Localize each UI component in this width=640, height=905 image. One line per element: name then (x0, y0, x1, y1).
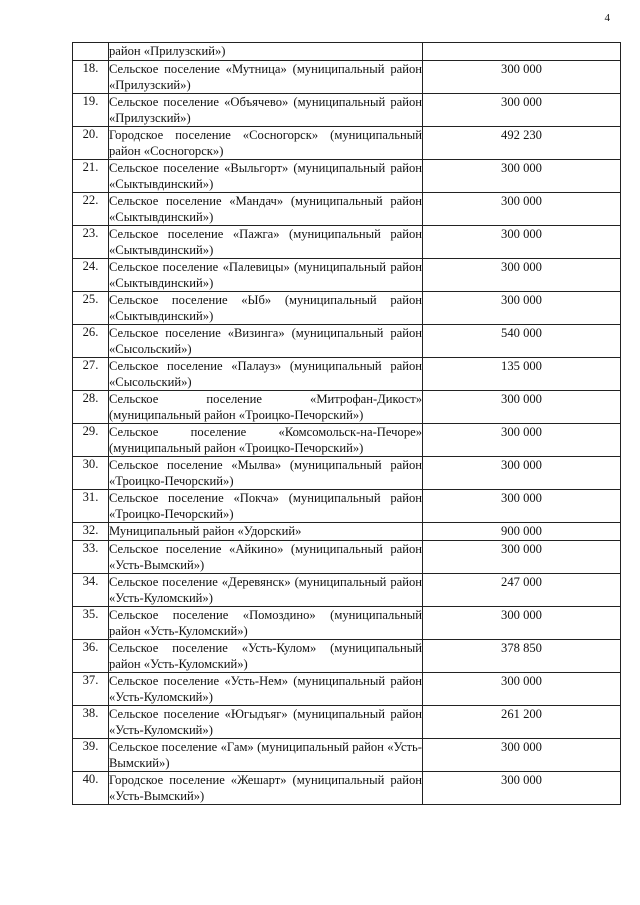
row-name-cell: Сельское поселение «Гам» (муниципальный район «Усть-Вымский») (109, 740, 422, 770)
table-row (73, 607, 621, 640)
table-row (73, 259, 621, 292)
row-amount-cell (423, 43, 621, 61)
row-number-cell: 28. (73, 391, 109, 424)
row-name-cell: Сельское поселение «Митрофан-Дикост» (муниципальный район «Троицко-Печорский») (109, 392, 422, 422)
row-amount-cell: 247 000 (423, 574, 621, 607)
row-name-cell: Сельское поселение «Усть-Кулом» (муниципальный район «Усть-Куломский») (109, 641, 422, 671)
row-number-cell: 26. (73, 325, 109, 358)
row-number-cell: 24. (73, 259, 109, 292)
row-name-cell: Сельское поселение «Выльгорт» (муниципальный район «Сыктывдинский») (109, 161, 422, 191)
table-row (73, 358, 621, 391)
table-row (73, 673, 621, 706)
row-number-cell: 39. (73, 739, 109, 772)
row-amount-cell: 378 850 (423, 640, 621, 673)
row-amount-cell: 135 000 (423, 358, 621, 391)
table-row (73, 292, 621, 325)
row-number-cell: 21. (73, 160, 109, 193)
allocation-table (72, 42, 621, 805)
table-row (73, 490, 621, 523)
row-amount-cell: 300 000 (423, 490, 621, 523)
row-amount-cell: 261 200 (423, 706, 621, 739)
row-name-cell: Сельское поселение «Югыдъяг» (муниципальный район «Усть-Куломский») (109, 707, 422, 737)
row-amount-cell: 300 000 (423, 292, 621, 325)
row-number-cell: 19. (73, 94, 109, 127)
row-number-cell: 33. (73, 541, 109, 574)
row-number-cell: 18. (73, 61, 109, 94)
row-number-cell: 34. (73, 574, 109, 607)
row-number-cell: 40. (73, 772, 109, 805)
row-amount-cell: 300 000 (423, 61, 621, 94)
table-row (73, 127, 621, 160)
row-amount-cell: 300 000 (423, 226, 621, 259)
row-number-cell: 27. (73, 358, 109, 391)
row-amount-cell: 900 000 (423, 523, 621, 541)
table-row (73, 226, 621, 259)
table-row (73, 325, 621, 358)
row-number-cell: 22. (73, 193, 109, 226)
row-name-cell: Сельское поселение «Палевицы» (муниципальный район «Сыктывдинский») (109, 260, 422, 290)
row-amount-cell: 492 230 (423, 127, 621, 160)
row-amount-cell: 300 000 (423, 772, 621, 805)
table-row (73, 640, 621, 673)
row-number-cell: 35. (73, 607, 109, 640)
table-row (73, 523, 621, 541)
row-amount-cell: 540 000 (423, 325, 621, 358)
table-row (73, 739, 621, 772)
row-amount-cell: 300 000 (423, 541, 621, 574)
row-name-cell: Сельское поселение «Покча» (муниципальный район «Троицко-Печорский») (109, 491, 422, 521)
row-name-cell: Сельское поселение «Мутница» (муниципальный район «Прилузский») (109, 62, 422, 92)
row-number-cell: 23. (73, 226, 109, 259)
row-number-cell: 20. (73, 127, 109, 160)
table-row-continuation (73, 43, 621, 61)
row-amount-cell: 300 000 (423, 424, 621, 457)
row-name-cell: Сельское поселение «Пажга» (муниципальный район «Сыктывдинский») (109, 227, 422, 257)
row-number-cell: 29. (73, 424, 109, 457)
row-number-cell (73, 43, 109, 61)
table-row (73, 706, 621, 739)
row-number-cell: 38. (73, 706, 109, 739)
row-amount-cell: 300 000 (423, 259, 621, 292)
row-amount-cell: 300 000 (423, 193, 621, 226)
table-row (73, 160, 621, 193)
row-number-cell: 36. (73, 640, 109, 673)
table-row (73, 541, 621, 574)
row-name-cell: Сельское поселение «Мандач» (муниципальный район «Сыктывдинский») (109, 194, 422, 224)
row-name-cell: Сельское поселение «Помоздино» (муниципальный район «Усть-Куломский») (109, 608, 422, 638)
row-number-cell: 25. (73, 292, 109, 325)
row-amount-cell: 300 000 (423, 391, 621, 424)
row-name-cell: Городское поселение «Жешарт» (муниципальный район «Усть-Вымский») (109, 773, 422, 803)
row-name-cell: Сельское поселение «Айкино» (муниципальный район «Усть-Вымский») (109, 542, 422, 572)
row-amount-cell: 300 000 (423, 457, 621, 490)
row-name-cell: Городское поселение «Сосногорск» (муниципальный район «Сосногорск») (109, 128, 422, 158)
row-name-cell: Сельское поселение «Усть-Нем» (муниципальный район «Усть-Куломский») (109, 674, 422, 704)
table-row (73, 94, 621, 127)
row-name-cell: Сельское поселение «Объячево» (муниципальный район «Прилузский») (109, 95, 422, 125)
row-number-cell: 31. (73, 490, 109, 523)
row-name-cell: Сельское поселение «Визинга» (муниципальный район «Сысольский») (109, 326, 422, 356)
row-name-cell: Сельское поселение «Комсомольск-на-Печоре» (муниципальный район «Троицко-Печорский») (109, 425, 422, 455)
row-name-cell: Сельское поселение «Палауз» (муниципальный район «Сысольский») (109, 359, 422, 389)
table-body (73, 43, 621, 805)
row-name-cell: Сельское поселение «Ыб» (муниципальный район «Сыктывдинский») (109, 293, 422, 323)
row-name-cell: район «Прилузский») (109, 43, 423, 61)
table-row (73, 772, 621, 805)
row-amount-cell: 300 000 (423, 160, 621, 193)
table-row (73, 61, 621, 94)
row-number-cell: 37. (73, 673, 109, 706)
page-number: 4 (604, 12, 610, 24)
row-amount-cell: 300 000 (423, 607, 621, 640)
table-row (73, 193, 621, 226)
table-row (73, 391, 621, 424)
row-name-cell: Сельское поселение «Мылва» (муниципальный район «Троицко-Печорский») (109, 458, 422, 488)
row-amount-cell: 300 000 (423, 94, 621, 127)
table-row (73, 574, 621, 607)
table-row (73, 457, 621, 490)
table-row (73, 424, 621, 457)
row-name-cell: Сельское поселение «Деревянск» (муниципальный район «Усть-Куломский») (109, 575, 422, 605)
row-amount-cell: 300 000 (423, 739, 621, 772)
row-number-cell: 32. (73, 523, 109, 541)
row-number-cell: 30. (73, 457, 109, 490)
row-name-cell: Муниципальный район «Удорский» (109, 523, 423, 541)
row-amount-cell: 300 000 (423, 673, 621, 706)
